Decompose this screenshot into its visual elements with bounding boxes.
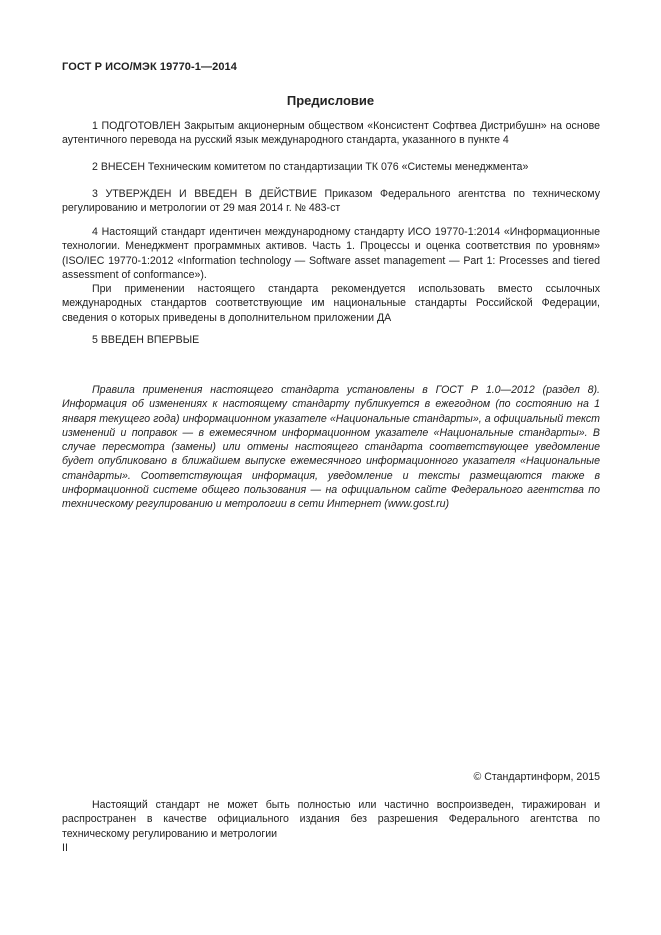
paragraph-first-introduced: 5 ВВЕДЕН ВПЕРВЫЕ [92,334,200,346]
copyright: © Стандартинформ, 2015 [473,771,600,783]
standard-code-header: ГОСТ Р ИСО/МЭК 19770-1—2014 [62,61,237,73]
reproduction-notice: Настоящий стандарт не может быть полностью или частично воспроизведен, тиражирован и распространен в качестве официального издания без разрешения Федерального агентства по техническому регулированию и метрологии [62,799,600,840]
paragraph-identical-standard: 4 Настоящий стандарт идентичен международному стандарту ИСО 19770-1:2014 «Информационные технологии. Менеджмент программных активов. Часть 1. Процессы и оценка соответствия по уровням» (ISO/IEC 19770-1:2012 «Information technology — Software asset management — Part 1: Processes and tiered assessment of conformance»). [62,226,600,281]
paragraph-submitted-by: 2 ВНЕСЕН Техническим комитетом по стандартизации ТК 076 «Системы менеджмента» [92,161,529,173]
paragraph-approved: 3 УТВЕРЖДЕН И ВВЕДЕН В ДЕЙСТВИЕ Приказом Федерального агентства по техническому регулированию и метрологии от 29 мая 2014 г. № 483-ст [62,188,600,215]
page-title: Предисловие [286,93,375,108]
paragraph-reference-standards: При применении настоящего стандарта рекомендуется использовать вместо ссылочных международных стандартов соответствующие им национальные стандарты Российской Федерации, сведения о которых приведены в дополнительном приложении ДА [62,283,600,324]
application-rules-notice: Правила применения настоящего стандарта установлены в ГОСТ Р 1.0—2012 (раздел 8). Информация об изменениях к настоящему стандарту публикуется в ежегодном (по состоянию на 1 января текущего года) информационном указателе «Национальные стандарты», а официальный текст изменений и поправок — в ежемесячном информационном указателе «Национальные стандарты». В случае пересмотра (замены) или отмены настоящего стандарта соответствующее уведомление будет опубликовано в ближайшем выпуске ежемесячного информационного указателя «Национальные стандарты». Соответствующая информация, уведомление и тексты размещаются также в информационной системе общего пользования — на официальном сайте Федерального агентства по техническому регулированию и метрологии в сети Интернет (www.gost.ru) [62,384,600,511]
paragraph-prepared-by: 1 ПОДГОТОВЛЕН Закрытым акционерным обществом «Консистент Софтвеа Дистрибушн» на основе аутентичного перевода на русский язык международного стандарта, указанного в пункте 4 [62,120,600,147]
page-number: II [62,842,68,854]
